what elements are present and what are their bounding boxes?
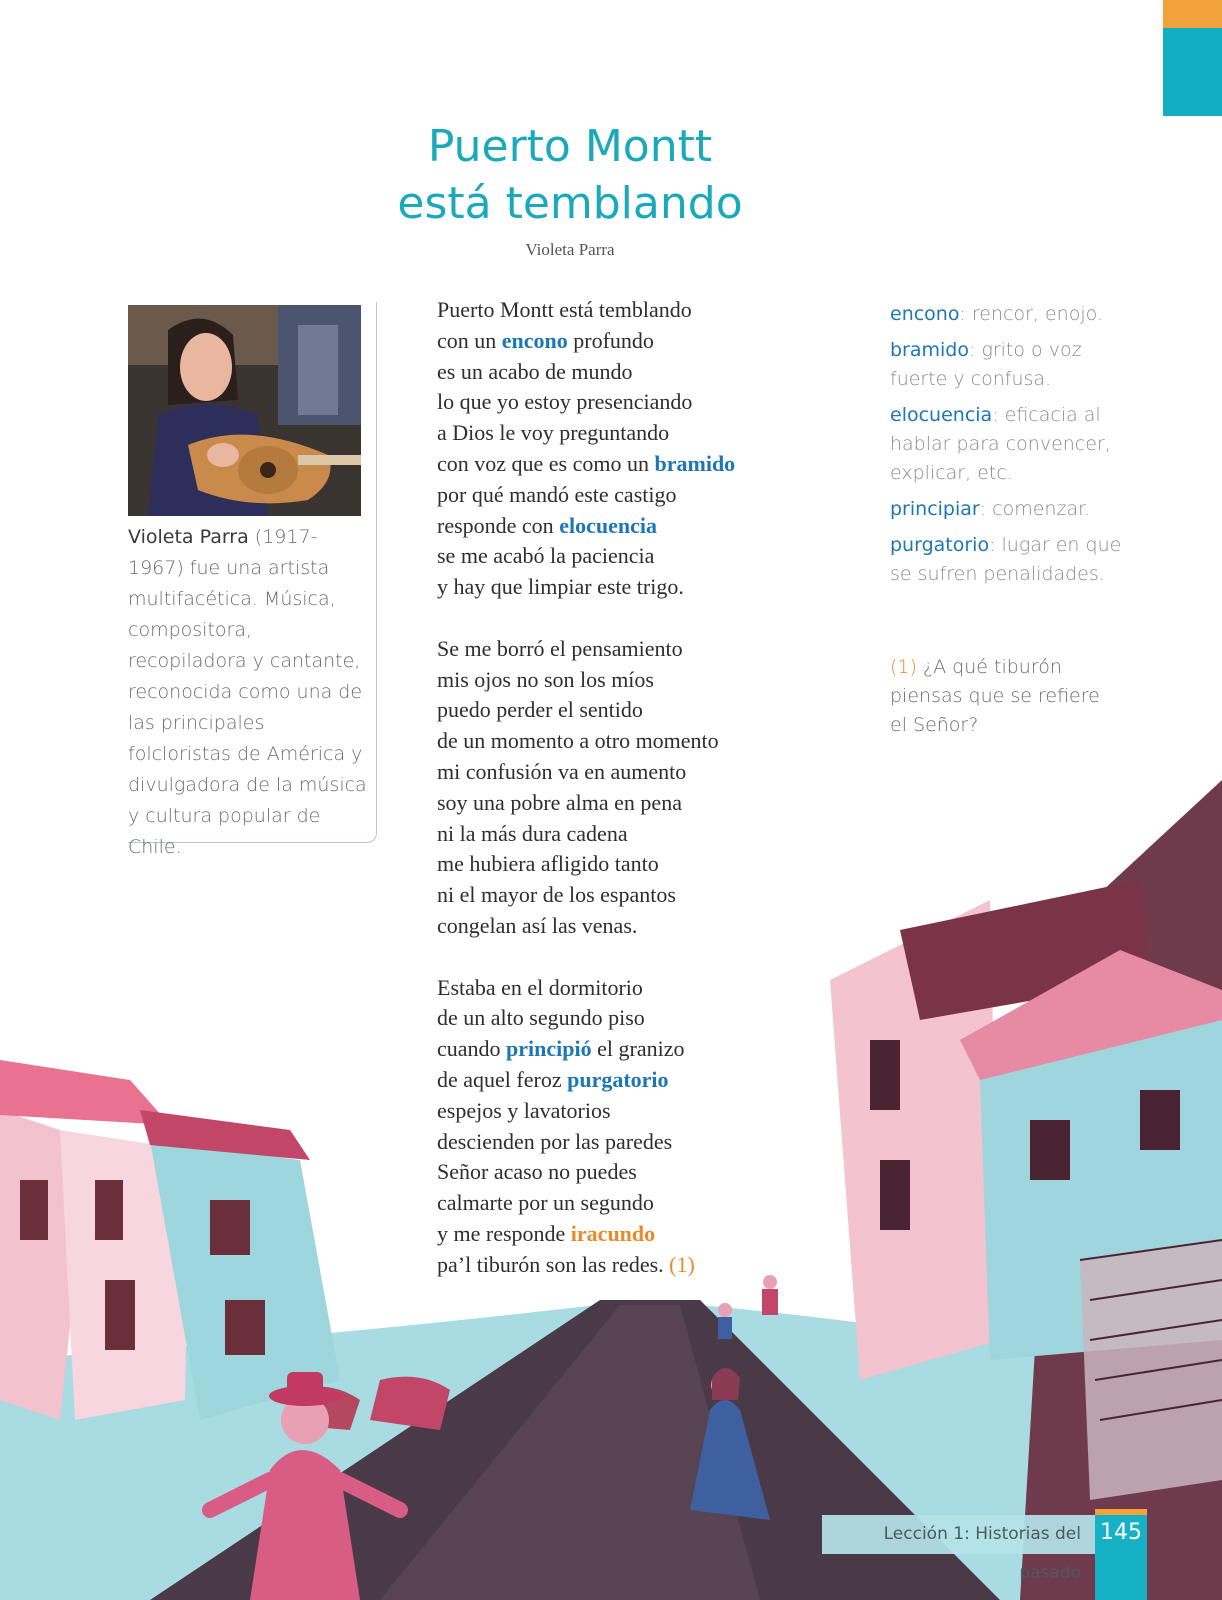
poem-line: puedo perder el sentido bbox=[437, 697, 643, 723]
poem-line: cuando principió el granizo bbox=[437, 1036, 685, 1062]
poem-line: mis ojos no son los míos bbox=[437, 666, 654, 692]
poem-line: y me responde iracundo bbox=[437, 1220, 656, 1246]
poem-line: espejos y lavatorios bbox=[437, 1097, 611, 1123]
title-line-2: está temblando bbox=[397, 178, 743, 229]
glossary-item bbox=[890, 401, 1130, 488]
poem-line: ni la más dura cadena bbox=[437, 820, 628, 846]
poem-line: y hay que limpiar este trigo. bbox=[437, 574, 684, 600]
keyword-principio: principió bbox=[506, 1036, 592, 1062]
footnote-ref: (1) bbox=[669, 1251, 695, 1277]
bio-name: Violeta Parra bbox=[128, 526, 249, 548]
poem-line: se me acabó la paciencia bbox=[437, 543, 655, 569]
glossary-term: elocuencia bbox=[890, 404, 993, 426]
keyword-iracundo: iracundo bbox=[570, 1220, 656, 1246]
bio-description: (1917-1967) fue una artista multifacética. Música, compositora, recopiladora y cantante, reconocida como una de las principales folcloristas de América y divulgadora de la música y cultura popular de Chile. bbox=[128, 526, 367, 858]
glossary-definition: : comenzar. bbox=[979, 498, 1091, 520]
violeta-parra-photo bbox=[128, 305, 361, 516]
poem-line: Puerto Montt está temblando bbox=[437, 297, 692, 322]
glossary-definition: : lugar en que se sufren penalidades. bbox=[890, 534, 1122, 585]
poem-line: Señor acaso no puedes bbox=[437, 1159, 637, 1185]
glossary bbox=[890, 300, 1130, 596]
glossary-definition: : grito o voz fuerte y confusa. bbox=[890, 339, 1082, 390]
page-title bbox=[340, 118, 800, 232]
glossary-term: purgatorio bbox=[890, 534, 990, 556]
poem-line: responde con elocuencia bbox=[437, 512, 657, 538]
poem-line: pa’l tiburón son las redes. (1) bbox=[437, 1251, 695, 1277]
poem-line: calmarte por un segundo bbox=[437, 1190, 654, 1216]
author-name: Violeta Parra bbox=[525, 240, 615, 259]
question-text: ¿A qué tiburón piensas que se refiere el Señor? bbox=[890, 656, 1100, 736]
glossary-definition: : rencor, enojo. bbox=[959, 303, 1103, 325]
glossary-item bbox=[890, 495, 1130, 524]
glossary-item bbox=[890, 531, 1130, 589]
glossary-definition: : eficacia al hablar para convencer, explicar, etc. bbox=[890, 404, 1111, 484]
poem-line: lo que yo estoy presenciando bbox=[437, 389, 693, 415]
corner-tab-orange bbox=[1163, 0, 1222, 28]
page-number: 145 bbox=[1095, 1509, 1147, 1600]
poem-line: a Dios le voy preguntando bbox=[437, 420, 670, 446]
poem-line: soy una pobre alma en pena bbox=[437, 789, 682, 815]
title-line-1: Puerto Montt bbox=[427, 121, 713, 172]
poem-line: de un momento a otro momento bbox=[437, 728, 719, 754]
poem-line: mi confusión va en aumento bbox=[437, 758, 687, 784]
poem-line: congelan así las venas. bbox=[437, 912, 638, 938]
poem-line: por qué mandó este castigo bbox=[437, 481, 677, 507]
keyword-encono: encono bbox=[501, 327, 568, 353]
earthquake-street-illustration bbox=[0, 780, 1222, 1600]
question-number: (1) bbox=[890, 656, 917, 678]
poem-line: me hubiera afligido tanto bbox=[437, 851, 659, 877]
poem-line: de aquel feroz purgatorio bbox=[437, 1066, 669, 1092]
glossary-item bbox=[890, 336, 1130, 394]
poem-line: Se me borró el pensamiento bbox=[437, 635, 683, 661]
keyword-elocuencia: elocuencia bbox=[559, 512, 657, 538]
stanza-1 bbox=[437, 295, 837, 603]
glossary-term: principiar bbox=[890, 498, 980, 520]
poem-line: con un encono profundo bbox=[437, 327, 654, 353]
corner-tab-teal bbox=[1163, 28, 1222, 116]
glossary-term: encono bbox=[890, 303, 960, 325]
poem-line: con voz que es como un bramido bbox=[437, 450, 736, 476]
poem-line: Estaba en el dormitorio bbox=[437, 974, 643, 1000]
lesson-label: Lección 1: Historias del pasado bbox=[822, 1515, 1095, 1554]
side-question bbox=[890, 653, 1120, 740]
poem-line: ni el mayor de los espantos bbox=[437, 882, 676, 908]
poem-line: de un alto segundo piso bbox=[437, 1005, 645, 1031]
poem-line: descienden por las paredes bbox=[437, 1128, 673, 1154]
glossary-item bbox=[890, 300, 1130, 329]
glossary-term: bramido bbox=[890, 339, 969, 361]
poem-line: es un acabo de mundo bbox=[437, 358, 633, 384]
keyword-bramido: bramido bbox=[654, 450, 736, 476]
keyword-purgatorio: purgatorio bbox=[567, 1066, 669, 1092]
